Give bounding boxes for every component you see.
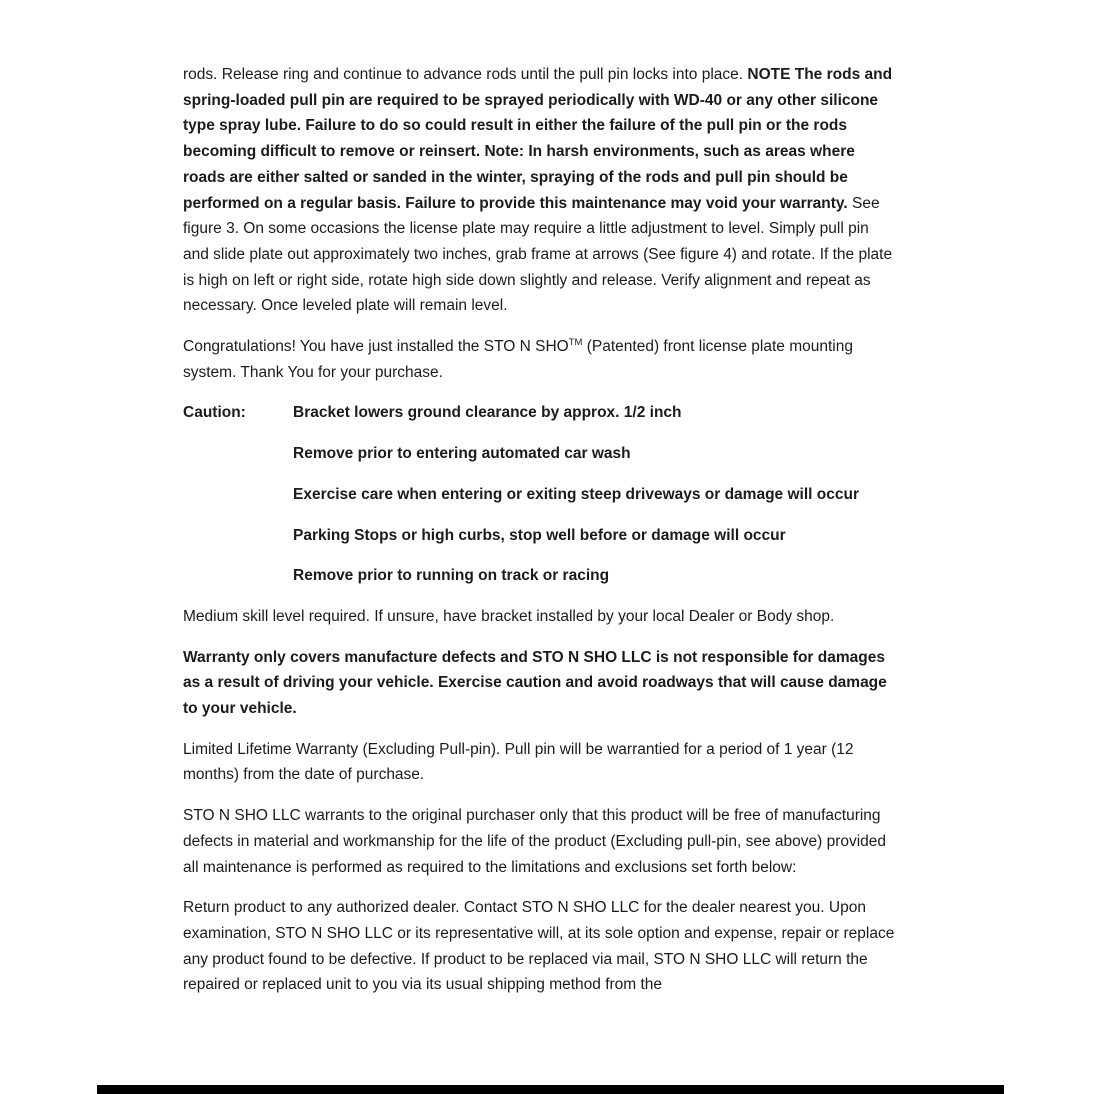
text-run: Return product to any authorized dealer. Contact STO N SHO LLC for the dealer nearest you. Upon examination, STO N SHO LLC or its representative will, at its sole option and expense, repair or replace any product found to be defective. If product to be replaced via mail, STO N SHO LLC will return the repaired or replaced unit to you via its usual shipping method from the <box>183 899 895 994</box>
caution-label <box>183 441 293 467</box>
text-run: Limited Lifetime Warranty (Excluding Pull-pin). Pull pin will be warrantied for a period of 1 year (12 months) from the date of purchase. <box>183 740 854 784</box>
caution-row <box>183 482 897 508</box>
caution-row <box>183 563 897 589</box>
text-run: (Patented) front license plate mounting system. Thank You for your purchase. <box>183 338 853 381</box>
caution-label <box>183 523 293 549</box>
text-run: Medium skill level required. If unsure, have bracket installed by your local Dealer or Body shop. <box>183 607 835 625</box>
caution-item: Exercise care when entering or exiting steep driveways or damage will occur <box>293 485 859 503</box>
caution-row <box>183 441 897 467</box>
document-body <box>183 62 897 1013</box>
caution-item: Parking Stops or high curbs, stop well before or damage will occur <box>293 526 786 544</box>
text-run: Congratulations! You have just installed the STO N SHO <box>183 338 569 356</box>
caution-item: Remove prior to entering automated car wash <box>293 445 631 463</box>
page-edge-bar <box>97 1085 1004 1094</box>
return-policy-paragraph <box>183 895 897 998</box>
text-run: rods. Release ring and continue to advance rods until the pull pin locks into place. <box>183 66 748 83</box>
caution-item: Remove prior to running on track or racing <box>293 567 610 585</box>
caution-row <box>183 400 897 426</box>
intro-maintenance-paragraph <box>183 62 897 319</box>
limited-warranty-paragraph <box>183 737 897 788</box>
caution-block <box>183 400 897 589</box>
warrants-paragraph <box>183 803 897 880</box>
text-run: STO N SHO LLC warrants to the original purchaser only that this product will be free of manufacturing defects in material and workmanship for the life of the product (Excluding pull-pin, see above) provided all maintenance is performed as required to the limitations and exclusions set forth below: <box>183 807 887 876</box>
text-run: Warranty only covers manufacture defects and STO N SHO LLC is not responsible for damages as a result of driving your vehicle. Exercise caution and avoid roadways that will cause damage to your vehicle. <box>183 648 887 718</box>
caution-label <box>183 563 293 589</box>
caution-item: Bracket lowers ground clearance by approx. 1/2 inch <box>293 404 682 422</box>
text-run: TM <box>568 336 583 348</box>
congratulations-paragraph <box>183 334 897 385</box>
caution-label: Caution: <box>183 404 246 422</box>
warranty-coverage-paragraph <box>183 645 897 722</box>
text-run: See figure 3. On some occasions the license plate may require a little adjustment to level. Simply pull pin and slide plate out approximately two inches, grab frame at arrows (See figure 4) and rotate. If the plate is high on left or right side, rotate high side down slightly and release. Verify alignment and repeat as necessary. Once leveled plate will remain level. <box>183 194 893 315</box>
caution-row <box>183 523 897 549</box>
skill-level-paragraph <box>183 604 897 630</box>
text-run: NOTE The rods and spring-loaded pull pin are required to be sprayed periodically with WD-40 or any other silicone type spray lube. Failure to do so could result in either the failure of the pull pin or the rods becoming difficult to remove or reinsert. Note: In harsh environments, such as areas where roads are either salted or sanded in the winter, spraying of the rods and pull pin should be performed on a regular basis. Failure to provide this maintenance may void your warranty. <box>183 66 893 212</box>
caution-label <box>183 482 293 508</box>
